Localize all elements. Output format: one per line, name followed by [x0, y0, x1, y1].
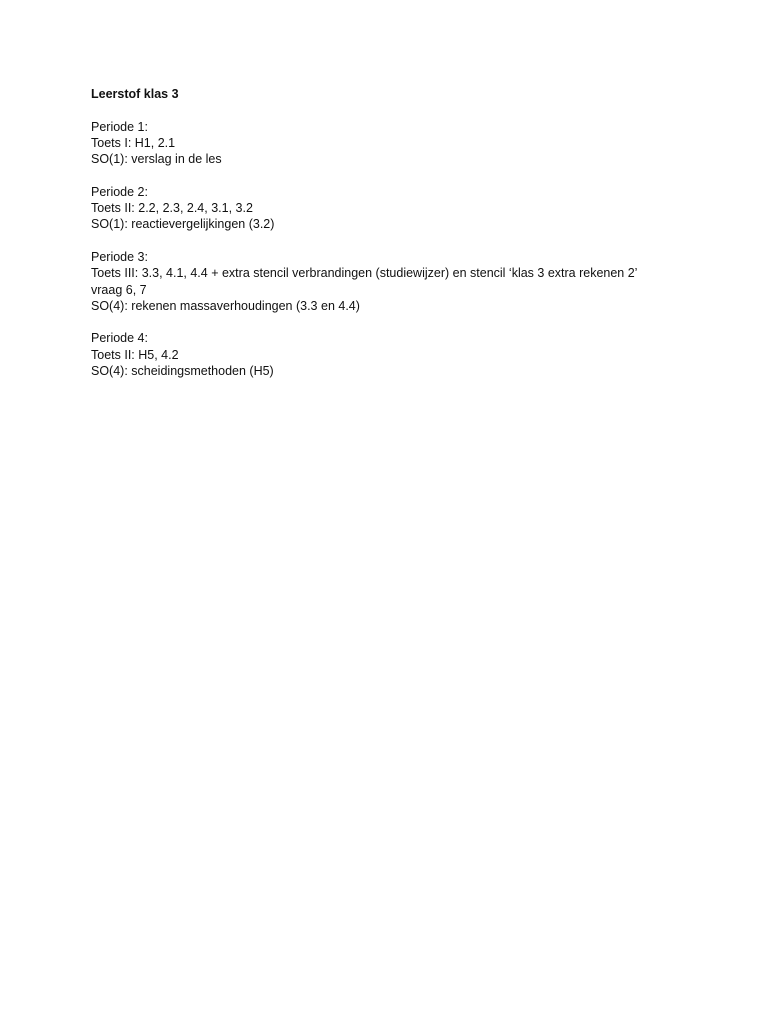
- period-3-test-continued: vraag 6, 7: [91, 282, 147, 297]
- period-4-so: SO(4): scheidingsmethoden (H5): [91, 364, 274, 379]
- period-1-section: [91, 119, 691, 168]
- period-1-test: Toets I: H1, 2.1: [91, 135, 176, 150]
- document-title: Leerstof klas 3: [91, 87, 179, 101]
- period-4-heading: Periode 4:: [91, 331, 148, 346]
- period-2-test: Toets II: 2.2, 2.3, 2.4, 3.1, 3.2: [91, 201, 253, 216]
- period-3-section: [91, 249, 691, 314]
- period-3-test: Toets III: 3.3, 4.1, 4.4 + extra stencil verbrandingen (studiewijzer) en stencil ‘klas 3 extra rekenen 2’: [91, 266, 638, 281]
- period-4-test: Toets II: H5, 4.2: [91, 347, 179, 362]
- period-3-heading: Periode 3:: [91, 249, 148, 264]
- period-2-heading: Periode 2:: [91, 184, 148, 199]
- spacer: [91, 102, 691, 118]
- period-4-section: [91, 330, 691, 379]
- spacer: [91, 233, 691, 249]
- spacer: [91, 167, 691, 183]
- spacer: [91, 314, 691, 330]
- period-1-so: SO(1): verslag in de les: [91, 152, 222, 167]
- period-2-so: SO(1): reactievergelijkingen (3.2): [91, 217, 275, 232]
- period-2-section: [91, 184, 691, 233]
- period-1-heading: Periode 1:: [91, 119, 148, 134]
- document-content: [91, 86, 691, 379]
- period-3-so: SO(4): rekenen massaverhoudingen (3.3 en 4.4): [91, 298, 360, 313]
